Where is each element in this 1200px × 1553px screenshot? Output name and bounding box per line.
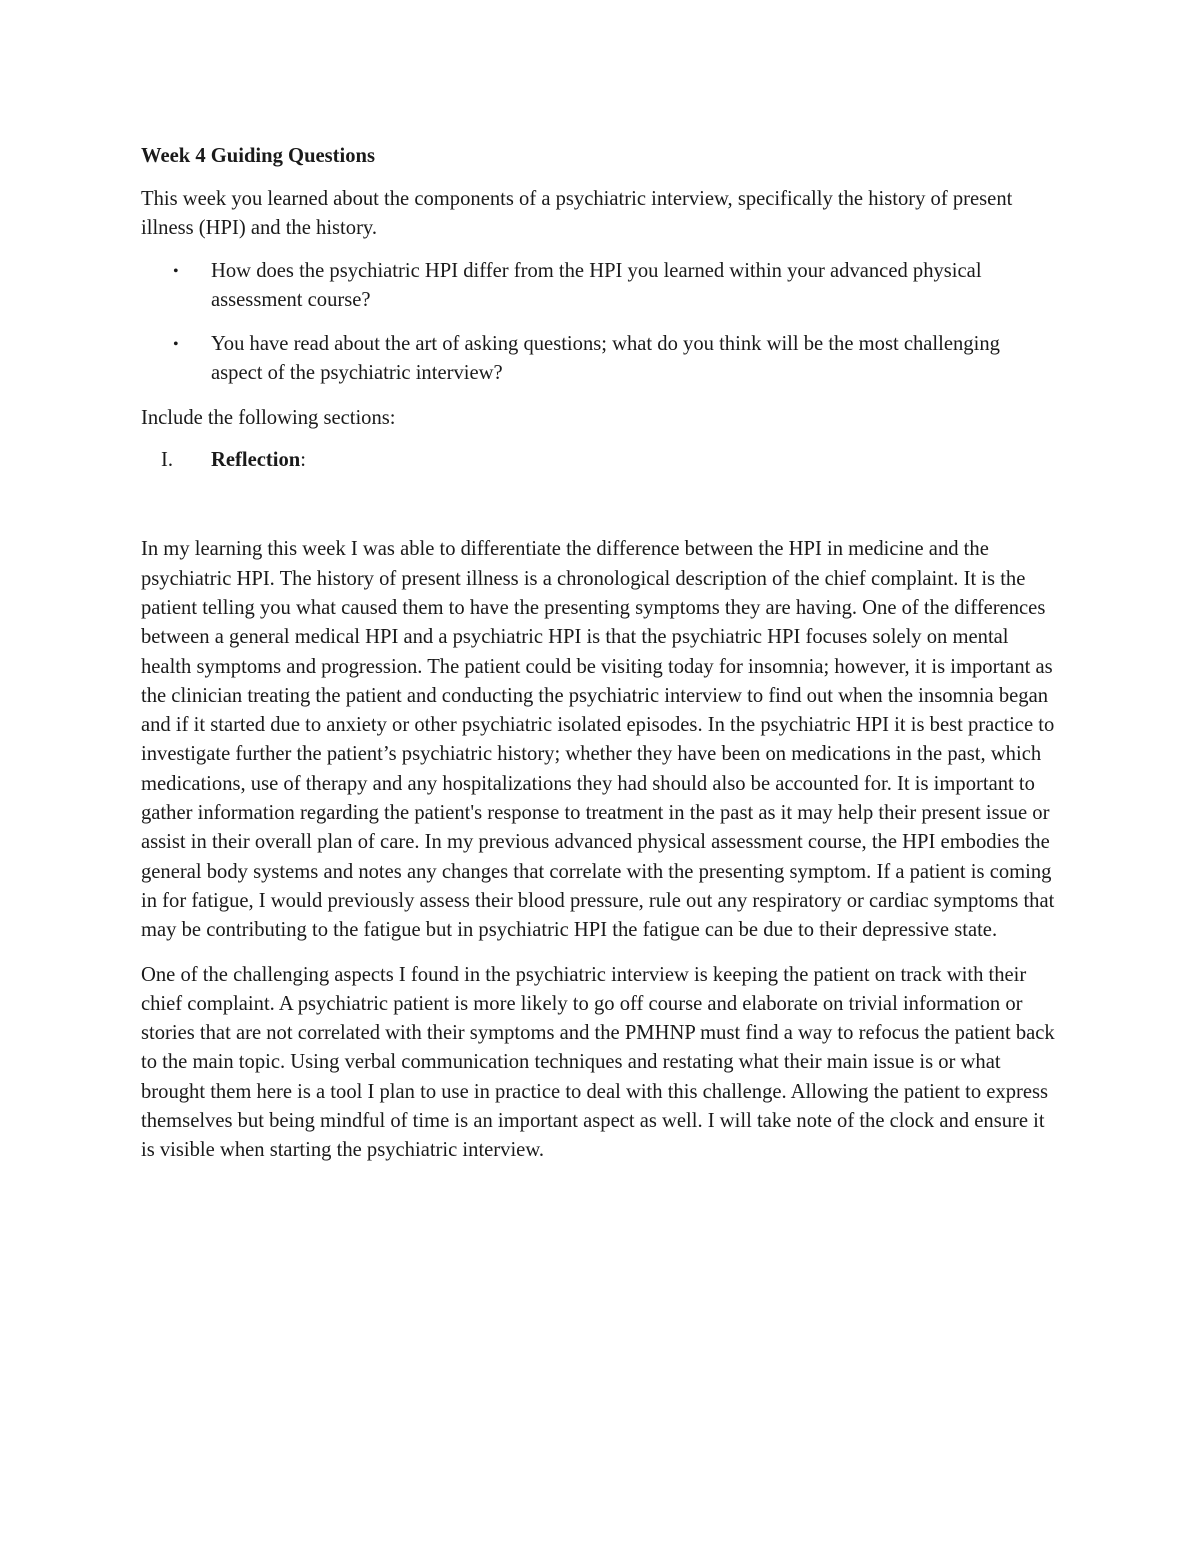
bullet-icon: • <box>173 262 179 280</box>
reflection-paragraph-2: One of the challenging aspects I found in the psychiatric interview is keeping the patient on track with their chief complaint. A psychiatric patient is more likely to go off course and elaborate on trivial information or stories that are not correlated with their symptoms and the PMHNP must find a way to refocus the patient back to the main topic. Using verbal communication techniques and restating what their main issue is or what brought them here is a tool I plan to use in practice to deal with this challenge. Allowing the patient to express themselves but being mindful of time is an important aspect as well. I will take note of the clock and ensure it is visible when starting the psychiatric interview. <box>141 963 1055 1162</box>
question-text: How does the psychiatric HPI differ from the HPI you learned within your advanced physical assessment course? <box>211 259 982 311</box>
section-colon: : <box>300 449 306 472</box>
include-sections-text: Include the following sections: <box>141 406 396 429</box>
section-heading <box>141 446 1061 475</box>
question-list <box>141 257 1061 389</box>
section-number: I. <box>161 449 174 472</box>
document-title: Week 4 Guiding Questions <box>141 145 376 167</box>
intro-paragraph: This week you learned about the components of a psychiatric interview, specifically the history of present illness (HPI) and the history. <box>141 188 1013 240</box>
document-page <box>141 140 1061 1181</box>
list-item <box>141 257 1021 316</box>
list-item <box>141 330 1021 389</box>
section-label: Reflection <box>211 449 301 472</box>
bullet-icon: • <box>173 336 179 354</box>
question-text: You have read about the art of asking questions; what do you think will be the most challenging aspect of the psychiatric interview? <box>211 333 1000 385</box>
reflection-paragraph-1: In my learning this week I was able to differentiate the difference between the HPI in medicine and the psychiatric HPI. The history of present illness is a chronological description of the chief complaint. It is the patient telling you what caused them to have the presenting symptoms they are having. One of the differences between a general medical HPI and a psychiatric HPI is that the psychiatric HPI focuses solely on mental health symptoms and progression. The patient could be visiting today for insomnia; however, it is important as the clinician treating the patient and conducting the psychiatric interview to find out when the insomnia began and if it started due to anxiety or other psychiatric isolated episodes. In the psychiatric HPI it is best practice to investigate further the patient’s psychiatric history; whether they have been on medications in the past, which medications, use of therapy and any hospitalizations they had should also be accounted for. It is important to gather information regarding the patient's response to treatment in the past as it may help their present issue or assist in their overall plan of care. In my previous advanced physical assessment course, the HPI embodies the general body systems and notes any changes that correlate with the presenting symptom. If a patient is coming in for fatigue, I would previously assess their blood pressure, rule out any respiratory or cardiac symptoms that may be contributing to the fatigue but in psychiatric HPI the fatigue can be due to their depressive state. <box>141 538 1055 942</box>
